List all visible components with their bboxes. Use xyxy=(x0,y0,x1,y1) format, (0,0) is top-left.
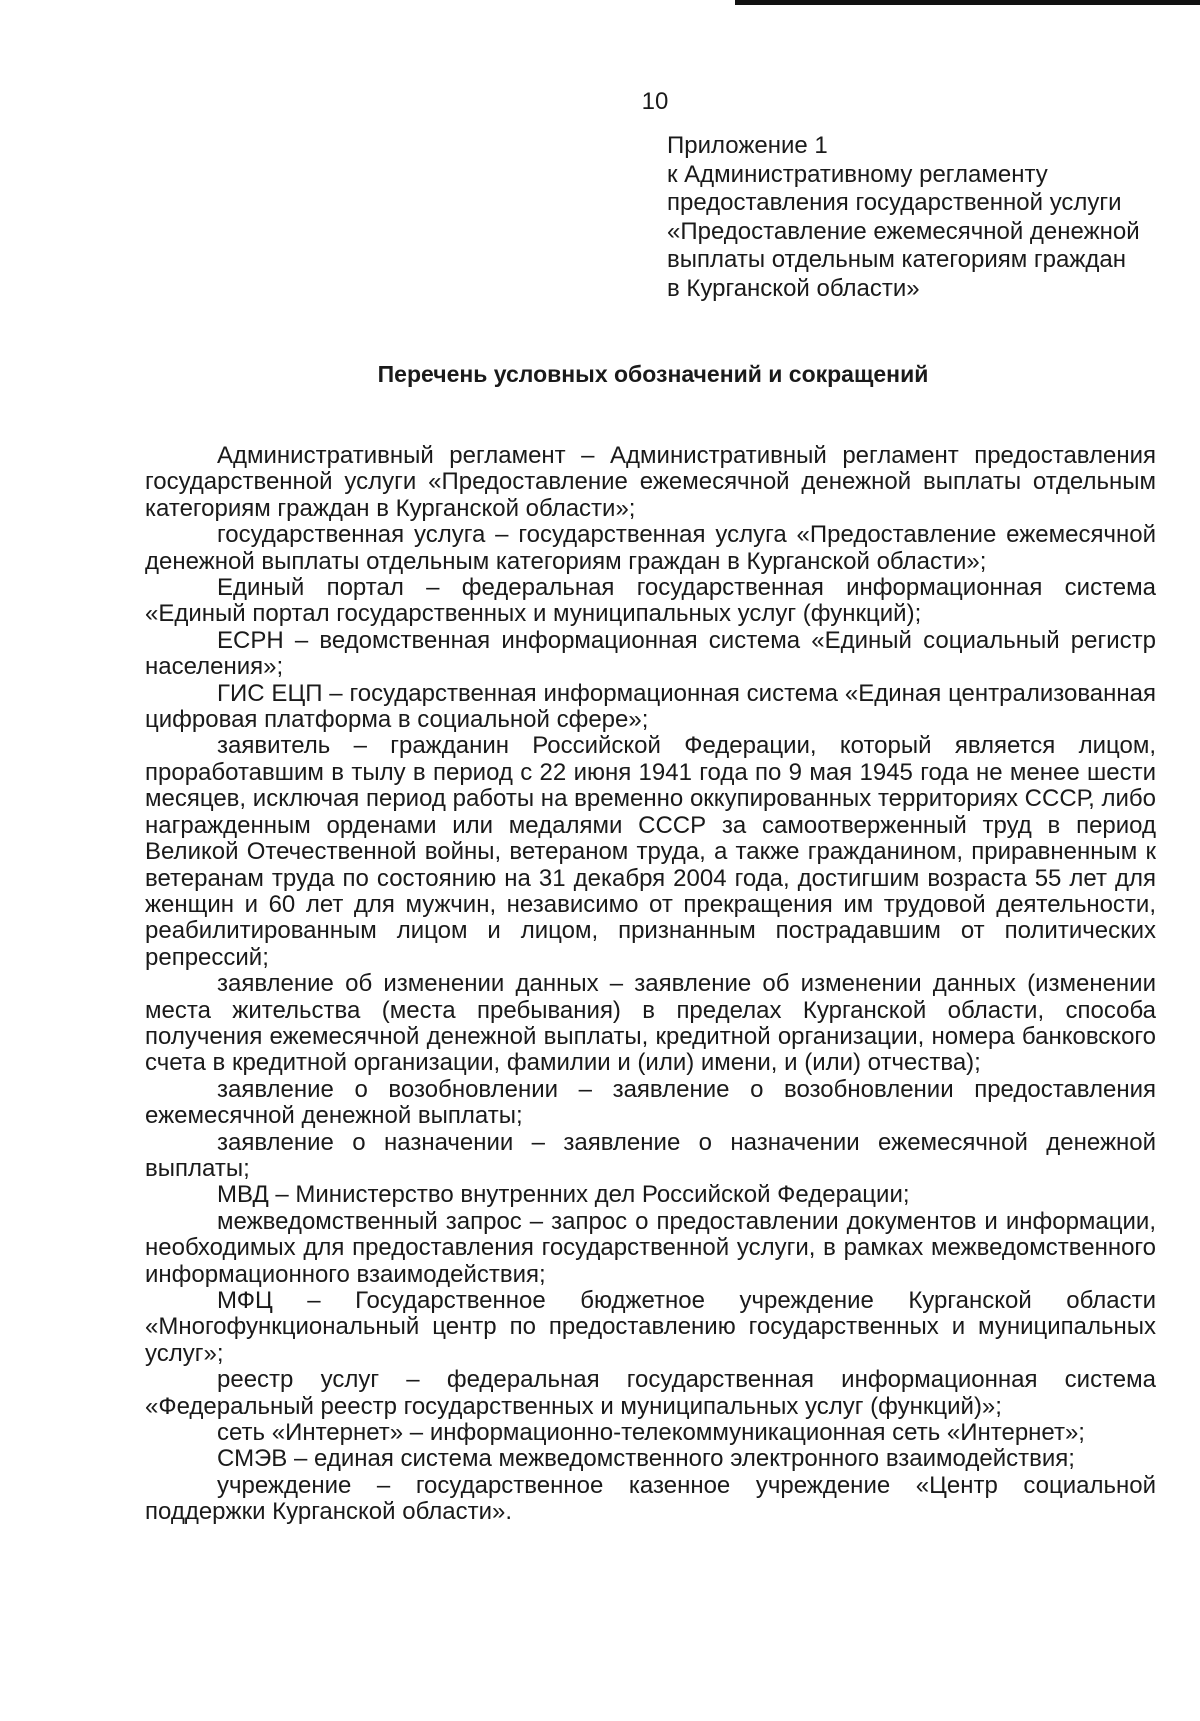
appendix-line: к Административному регламенту xyxy=(667,160,1048,188)
scan-edge-mark xyxy=(735,0,1200,5)
definition-paragraph: заявитель – гражданин Российской Федерации, который является лицом, проработавшим в тылу в период с 22 июня 1941 года по 9 мая 1945 года не менее шести месяцев, исключая период работы на временно оккупированных территориях СССР, либо награжденным орденами или медалями СССР за самоотверженный труд в период Великой Отечественной войны, ветераном труда, а также гражданином, приравненным к ветеранам труда по состоянию на 31 декабря 2004 года, достигшим возраста 55 лет для женщин и 60 лет для мужчин, независимо от прекращения им трудовой деятельности, реабилитированным лицом и лицом, признанным пострадавшим от политических репрессий; xyxy=(145,732,1156,971)
definition-paragraph: Единый портал – федеральная государственная информационная система «Единый портал государственных и муниципальных услуг (функций); xyxy=(145,574,1156,628)
definition-paragraph: Административный регламент – Административный регламент предоставления государственной услуги «Предоставление ежемесячной денежной выплаты отдельным категориям граждан в Курганской области»; xyxy=(145,442,1156,522)
document-title: Перечень условных обозначений и сокращений xyxy=(377,361,929,387)
appendix-line: в Курганской области» xyxy=(667,274,920,302)
appendix-line: выплаты отдельным категориям граждан xyxy=(667,246,1126,273)
definition-paragraph: ГИС ЕЦП – государственная информационная система «Единая централизованная цифровая платформа в социальной сфере»; xyxy=(145,679,1156,734)
definitions-list xyxy=(145,443,1156,1526)
definition-paragraph: учреждение – государственное казенное учреждение «Центр социальной поддержки Курганской области». xyxy=(145,1471,1156,1526)
definition-paragraph: заявление об изменении данных – заявление об изменении данных (изменении места жительства (места пребывания) в пределах Курганской области, способа получения ежемесячной денежной выплаты, кредитной организации, номера банковского счета в кредитной организации, фамилии и (или) имени, и (или) отчества); xyxy=(145,970,1156,1077)
definition-paragraph: государственная услуга – государственная услуга «Предоставление ежемесячной денежной выплаты отдельным категориям граждан в Курганской области»; xyxy=(145,521,1156,575)
definition-paragraph: заявление о назначении – заявление о назначении ежемесячной денежной выплаты; xyxy=(145,1128,1156,1182)
appendix-line: Приложение 1 xyxy=(667,132,828,159)
definition-paragraph: ЕСРН – ведомственная информационная система «Единый социальный регистр населения»; xyxy=(145,626,1156,681)
definition-paragraph: реестр услуг – федеральная государственная информационная система «Федеральный реестр государственных и муниципальных услуг (функций)»; xyxy=(145,1366,1156,1420)
definition-paragraph: межведомственный запрос – запрос о предоставлении документов и информации, необходимых для предоставления государственной услуги, в рамках межведомственного информационного взаимодействия; xyxy=(145,1207,1156,1288)
definition-paragraph: заявление о возобновлении – заявление о возобновлении предоставления ежемесячной денежной выплаты; xyxy=(145,1075,1156,1130)
definition-paragraph: сеть «Интернет» – информационно-телекоммуникационная сеть «Интернет»; xyxy=(217,1419,1085,1447)
page-number: 10 xyxy=(641,88,669,115)
appendix-line: предоставления государственной услуги xyxy=(667,189,1122,216)
definition-paragraph: МФЦ – Государственное бюджетное учреждение Курганской области «Многофункциональный центр по предоставлению государственных и муниципальных услуг»; xyxy=(145,1287,1156,1367)
definition-paragraph: МВД – Министерство внутренних дел Российской Федерации; xyxy=(217,1181,910,1209)
appendix-header xyxy=(667,132,1177,303)
definition-paragraph: СМЭВ – единая система межведомственного электронного взаимодействия; xyxy=(217,1445,1075,1473)
appendix-line: «Предоставление ежемесячной денежной xyxy=(667,217,1140,245)
